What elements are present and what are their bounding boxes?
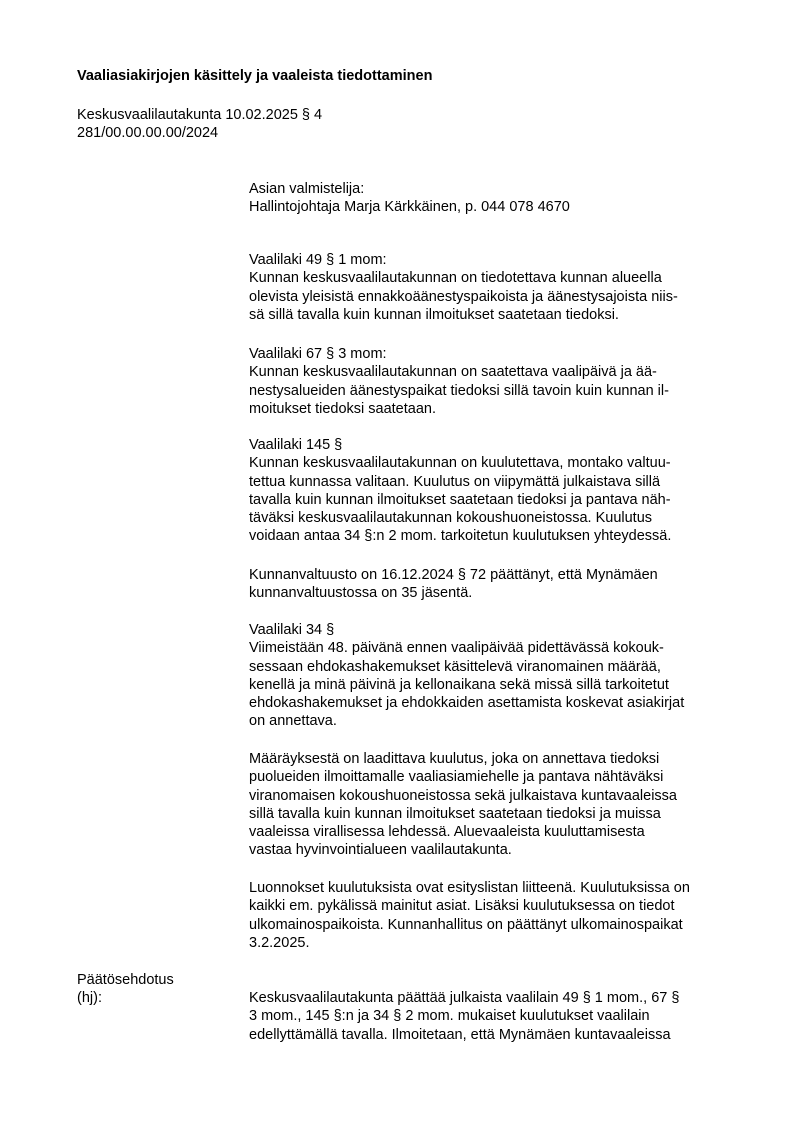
section-line: kunnanvaltuustossa on 35 jäsentä.: [249, 585, 473, 602]
section-line: Kunnan keskusvaalilautakunnan on kuulutettava, montako valtuu-: [249, 455, 671, 472]
proposal-label-line: Päätösehdotus: [77, 972, 174, 988]
proposal-line: 3 mom., 145 §:n ja 34 § 2 mom. mukaiset kuulutukset vaalilain: [249, 1008, 650, 1025]
section-vaalilaki-34: [249, 621, 719, 731]
section-line: ulkomainospaikoista. Kunnanhallitus on päättänyt ulkomainospaikat: [249, 916, 683, 933]
section-council-decision: [249, 566, 719, 603]
section-line: tettua kunnassa valitaan. Kuulutus on viipymättä julkaistava sillä: [249, 473, 661, 490]
proposal-line: Keskusvaalilautakunta päättää julkaista vaalilain 49 § 1 mom., 67 §: [249, 990, 680, 1006]
preparer-block: [249, 180, 719, 217]
proposal-text: [249, 989, 719, 1044]
section-line: vastaa hyvinvointialueen vaalilautakunta.: [249, 842, 512, 859]
section-line: täväksi keskusvaalilautakunnan kokoushuoneistossa. Kuulutus: [249, 510, 653, 527]
section-line: Kunnan keskusvaalilautakunnan on saatettava vaalipäivä ja ää-: [249, 364, 657, 381]
section-line: kenellä ja minä päivinä ja kellonaikana sekä missä sillä tarkoitetut: [249, 676, 669, 693]
section-line: Määräyksestä on laadittava kuulutus, joka on annettava tiedoksi: [249, 751, 660, 767]
section-line: on annettava.: [249, 713, 337, 730]
section-line: olevista yleisistä ennakkoäänestyspaikoista ja äänestysajoista niis-: [249, 288, 678, 305]
section-line: moitukset tiedoksi saatetaan.: [249, 400, 436, 417]
section-line: nestysalueiden äänestyspaikat tiedoksi sillä tavoin kuin kunnan il-: [249, 382, 669, 399]
section-line: voidaan antaa 34 §:n 2 mom. tarkoitetun kuulutuksen yhteydessä.: [249, 528, 672, 545]
section-line: 3.2.2025.: [249, 934, 310, 951]
section-line: kaikki em. pykälissä mainitut asiat. Lisäksi kuulutuksessa on tiedot: [249, 898, 675, 915]
document-title: Vaaliasiakirjojen käsittely ja vaaleista tiedottaminen: [77, 68, 433, 84]
section-line: ehdokashakemukset ja ehdokkaiden asettamista koskevat asiakirjat: [249, 695, 685, 712]
section-heading: Vaalilaki 145 §: [249, 437, 343, 453]
section-announcement: [249, 750, 719, 860]
section-heading: Vaalilaki 67 § 3 mom:: [249, 346, 387, 362]
section-line: Viimeistään 48. päivänä ennen vaalipäivää pidettävässä kokouk-: [249, 640, 664, 657]
preparer-label: Asian valmistelija:: [249, 181, 365, 197]
section-line: vaaleissa virallisessa lehdessä. Aluevaaleista kuuluttamisesta: [249, 824, 645, 841]
section-line: Luonnokset kuulutuksista ovat esityslistan liitteenä. Kuulutuksissa on: [249, 880, 690, 896]
proposal-line: edellyttämällä tavalla. Ilmoitetaan, että Mynämäen kuntavaaleissa: [249, 1026, 671, 1043]
section-line: viranomaisen kokoushuoneistossa sekä julkaistava kuntavaaleissa: [249, 787, 677, 804]
section-vaalilaki-49: [249, 251, 719, 324]
meeting-reference: [77, 106, 322, 143]
section-heading: Vaalilaki 34 §: [249, 622, 335, 638]
meeting-line: Keskusvaalilautakunta 10.02.2025 § 4: [77, 107, 323, 123]
section-line: Kunnan keskusvaalilautakunnan on tiedotettava kunnan alueella: [249, 270, 662, 287]
proposal-label: [77, 971, 174, 1008]
section-line: sessaan ehdokashakemukset käsittelevä viranomainen määrää,: [249, 658, 661, 675]
section-line: sä sillä tavalla kuin kunnan ilmoitukset saatetaan tiedoksi.: [249, 306, 619, 323]
section-line: sillä tavalla kuin kunnan ilmoitukset saatetaan tiedoksi ja muissa: [249, 805, 661, 822]
section-vaalilaki-145: [249, 436, 719, 546]
section-line: puolueiden ilmoittamalle vaaliasiamiehelle ja pantava nähtäväksi: [249, 769, 664, 786]
proposal-label-line: (hj):: [77, 990, 102, 1007]
preparer-name: Hallintojohtaja Marja Kärkkäinen, p. 044 078 4670: [249, 199, 570, 216]
section-heading: Vaalilaki 49 § 1 mom:: [249, 252, 387, 268]
section-line: tavalla kuin kunnan ilmoitukset saatetaan tiedoksi ja pantava näh-: [249, 491, 671, 508]
case-number: 281/00.00.00.00/2024: [77, 125, 219, 142]
section-drafts: [249, 879, 719, 952]
section-line: Kunnanvaltuusto on 16.12.2024 § 72 päättänyt, että Mynämäen: [249, 567, 658, 583]
section-vaalilaki-67: [249, 345, 719, 418]
